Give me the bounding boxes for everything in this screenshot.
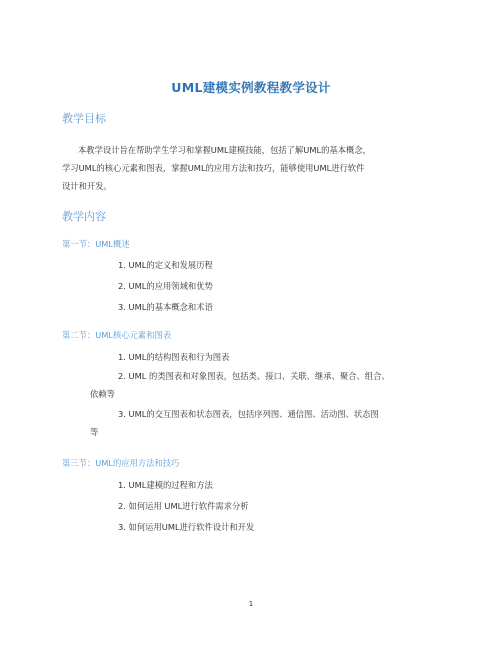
- list-item-line: 3. UML的交互图表和状态图表，包括序列图、通信图、活动图、状态图: [118, 409, 379, 419]
- objective-paragraph: [62, 141, 442, 195]
- section-2-title: 第二节：UML核心元素和图表: [62, 330, 172, 340]
- objective-heading: 教学目标: [62, 112, 106, 125]
- content-heading: 教学内容: [62, 210, 106, 223]
- list-item-line: 等: [90, 427, 99, 437]
- list-item: [90, 405, 450, 441]
- list-item-line: 依赖等: [90, 389, 115, 399]
- list-item-line: 2. UML 的类图表和对象图表，包括类、接口、关联、继承、聚合、组合、: [118, 371, 390, 381]
- list-item: 3. UML的基本概念和术语: [118, 302, 213, 312]
- list-item: [90, 367, 450, 403]
- section-1-title: 第一节：UML概述: [62, 239, 130, 249]
- list-item: 1. UML建模的过程和方法: [118, 480, 213, 490]
- section-3-title: 第三节：UML的应用方法和技巧: [62, 458, 180, 468]
- page-number: 1: [248, 600, 254, 608]
- objective-line: 本教学设计旨在帮助学生学习和掌握UML建模技能，包括了解UML的基本概念，: [78, 145, 371, 155]
- objective-line: 设计和开发。: [62, 181, 112, 191]
- list-item: 1. UML的定义和发展历程: [118, 260, 213, 270]
- objective-line: 学习UML的核心元素和图表，掌握UML的应用方法和技巧，能够使用UML进行软件: [62, 163, 365, 173]
- document-title: UML建模实例教程教学设计: [171, 80, 331, 95]
- list-item: 2. UML的应用领域和优势: [118, 281, 213, 291]
- list-item: 1. UML的结构图表和行为图表: [118, 352, 230, 362]
- list-item: 3. 如何运用UML进行软件设计和开发: [118, 522, 255, 532]
- list-item: 2. 如何运用 UML进行软件需求分析: [118, 501, 249, 511]
